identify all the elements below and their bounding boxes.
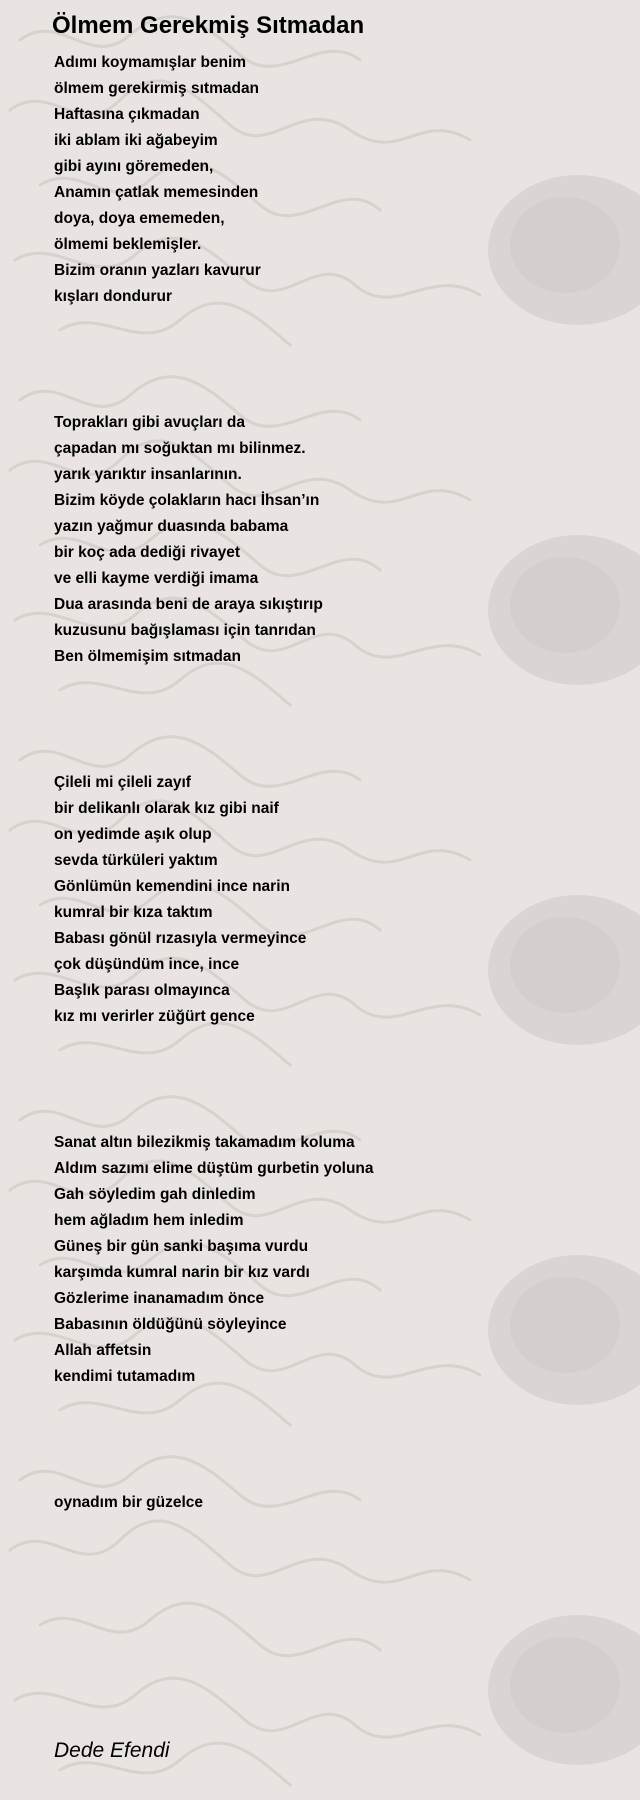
poem-line: hem ağladım hem inledim (54, 1212, 244, 1229)
poem-line: kumral bir kıza taktım (54, 904, 213, 921)
poem-stanza (54, 770, 306, 1030)
poem-line: Ben ölmemişim sıtmadan (54, 648, 241, 665)
poem-line: Babası gönül rızasıyla vermeyince (54, 930, 307, 947)
poem-line: Bizim köyde çolakların hacı İhsan’ın (54, 492, 320, 509)
poem-line: kuzusunu bağışlaması için tanrıdan (54, 622, 316, 639)
poem-line: Dua arasında beni de araya sıkıştırıp (54, 596, 323, 613)
poem-line: sevda türküleri yaktım (54, 852, 218, 869)
poem-line: ve elli kayme verdiği imama (54, 570, 259, 587)
poem-stanza (54, 410, 323, 670)
poem-line: Toprakları gibi avuçları da (54, 414, 245, 431)
poem-line: kız mı verirler züğürt gence (54, 1008, 255, 1025)
poem-line: bir koç ada dediği rivayet (54, 544, 241, 561)
poem-stanza (54, 1130, 374, 1390)
poem-line: bir delikanlı olarak kız gibi naif (54, 800, 279, 817)
poem-line: kışları dondurur (54, 288, 172, 305)
poem-line: yarık yarıktır insanlarının. (54, 466, 242, 483)
poem-line: iki ablam iki ağabeyim (54, 132, 218, 149)
poem-line: Gözlerime inanamadım önce (54, 1290, 265, 1307)
poem-line: Adımı koymamışlar benim (54, 54, 247, 71)
poem-line: Gah söyledim gah dinledim (54, 1186, 256, 1203)
poem-line: ölmem gerekirmiş sıtmadan (54, 80, 260, 97)
poem-line: doya, doya ememeden, (54, 210, 225, 227)
poem-line: Babasının öldüğünü söyleyince (54, 1316, 287, 1333)
poem-line: kendimi tutamadım (54, 1368, 196, 1385)
poem-author: Dede Efendi (54, 1739, 170, 1762)
poem-line: Güneş bir gün sanki başıma vurdu (54, 1238, 309, 1255)
poem-line: yazın yağmur duasında babama (54, 518, 289, 535)
poem-line: karşımda kumral narin bir kız vardı (54, 1264, 310, 1281)
poem-line: ölmemi beklemişler. (54, 236, 202, 253)
poem-line: Haftasına çıkmadan (54, 106, 200, 123)
poem-line: oynadım bir güzelce (54, 1494, 204, 1511)
poem-line: Aldım sazımı elime düştüm gurbetin yoluna (54, 1160, 374, 1177)
poem-line: Çileli mi çileli zayıf (54, 774, 191, 791)
poem-line: Sanat altın bilezikmiş takamadım koluma (54, 1134, 355, 1151)
poem-line: on yedimde aşık olup (54, 826, 212, 843)
poem-stanza (54, 1490, 203, 1516)
poem-line: Allah affetsin (54, 1342, 152, 1359)
poem-line: Bizim oranın yazları kavurur (54, 262, 261, 279)
poem-title: Ölmem Gerekmiş Sıtmadan (52, 12, 365, 39)
poem-stanza (54, 50, 261, 310)
poem-line: gibi ayını göremeden, (54, 158, 214, 175)
poem-line: Başlık parası olmayınca (54, 982, 230, 999)
poem-line: çapadan mı soğuktan mı bilinmez. (54, 440, 306, 457)
poem-line: çok düşündüm ince, ince (54, 956, 240, 973)
poem-line: Gönlümün kemendini ince narin (54, 878, 290, 895)
poem-line: Anamın çatlak memesinden (54, 184, 259, 201)
